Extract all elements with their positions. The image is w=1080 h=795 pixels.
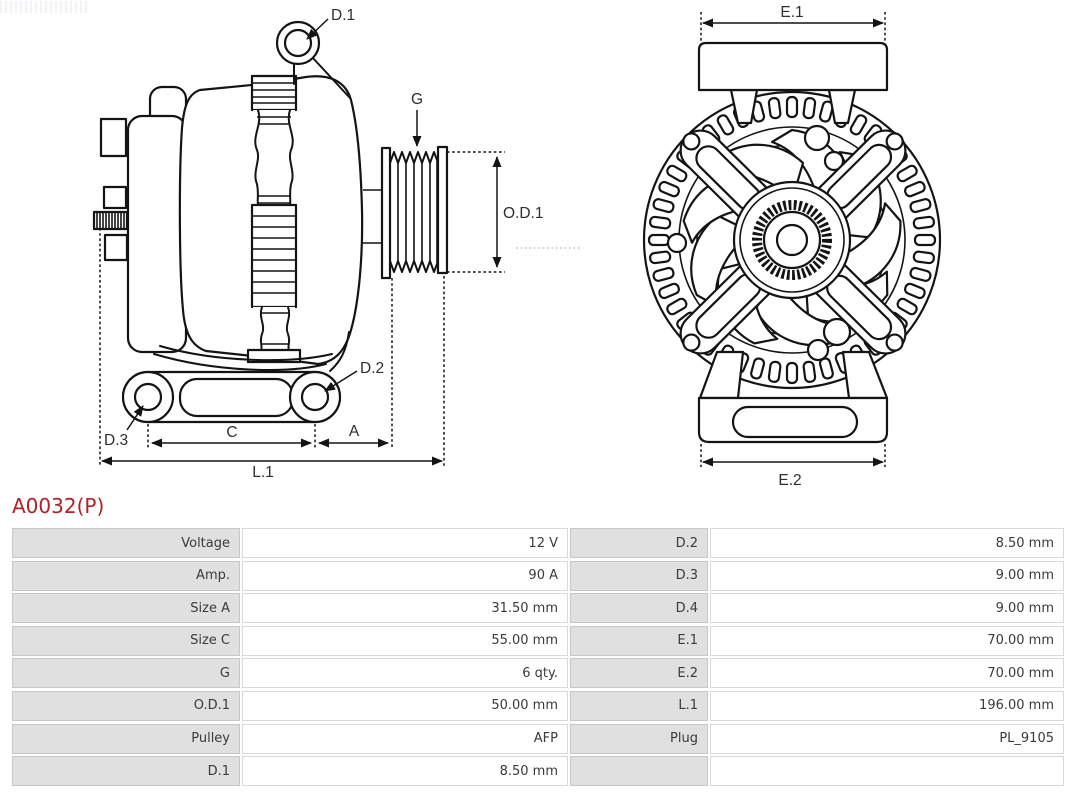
spec-label-cell: D.1: [12, 756, 240, 786]
spec-label-cell: D.3: [570, 561, 708, 591]
spec-value-cell: 9.00 mm: [710, 593, 1064, 623]
spec-value-cell: 31.50 mm: [242, 593, 568, 623]
label-e2: E.2: [778, 472, 802, 489]
label-e1: E.1: [780, 4, 804, 21]
label-l1: L.1: [252, 464, 274, 481]
spec-value-cell: AFP: [242, 724, 568, 754]
spec-value-cell: 6 qty.: [242, 658, 568, 688]
part-number-heading: A0032(P): [12, 494, 105, 518]
front-view-drawing: [644, 4, 940, 489]
spec-value-cell: 9.00 mm: [710, 561, 1064, 591]
spec-value-cell: 8.50 mm: [242, 756, 568, 786]
spec-value-cell: 196.00 mm: [710, 691, 1064, 721]
side-view-drawing: [94, 7, 580, 481]
label-d3: D.3: [104, 432, 129, 449]
spec-value-cell: 55.00 mm: [242, 626, 568, 656]
spec-label-cell: Amp.: [12, 561, 240, 591]
label-g: G: [410, 91, 424, 108]
spec-label-cell: Size A: [12, 593, 240, 623]
spec-table: [12, 528, 1064, 786]
label-c: C: [226, 424, 238, 441]
spec-value-cell: 50.00 mm: [242, 691, 568, 721]
label-d1: D.1: [331, 7, 356, 24]
label-a: A: [348, 423, 360, 440]
spec-value-cell: 90 A: [242, 561, 568, 591]
spec-label-cell: [570, 756, 708, 786]
spec-label-cell: D.2: [570, 528, 708, 558]
label-d2: D.2: [360, 360, 385, 377]
spec-label-cell: Voltage: [12, 528, 240, 558]
spec-label-cell: G: [12, 658, 240, 688]
spec-label-cell: E.2: [570, 658, 708, 688]
spec-label-cell: Size C: [12, 626, 240, 656]
spec-value-cell: 70.00 mm: [710, 626, 1064, 656]
spec-label-cell: L.1: [570, 691, 708, 721]
spec-value-cell: 12 V: [242, 528, 568, 558]
spec-value-cell: 70.00 mm: [710, 658, 1064, 688]
spec-value-cell: 8.50 mm: [710, 528, 1064, 558]
label-od1: O.D.1: [503, 205, 544, 222]
spec-value-cell: PL_9105: [710, 724, 1064, 754]
spec-value-cell: [710, 756, 1064, 786]
spec-label-cell: E.1: [570, 626, 708, 656]
spec-label-cell: D.4: [570, 593, 708, 623]
spec-label-cell: Plug: [570, 724, 708, 754]
spec-label-cell: O.D.1: [12, 691, 240, 721]
spec-label-cell: Pulley: [12, 724, 240, 754]
